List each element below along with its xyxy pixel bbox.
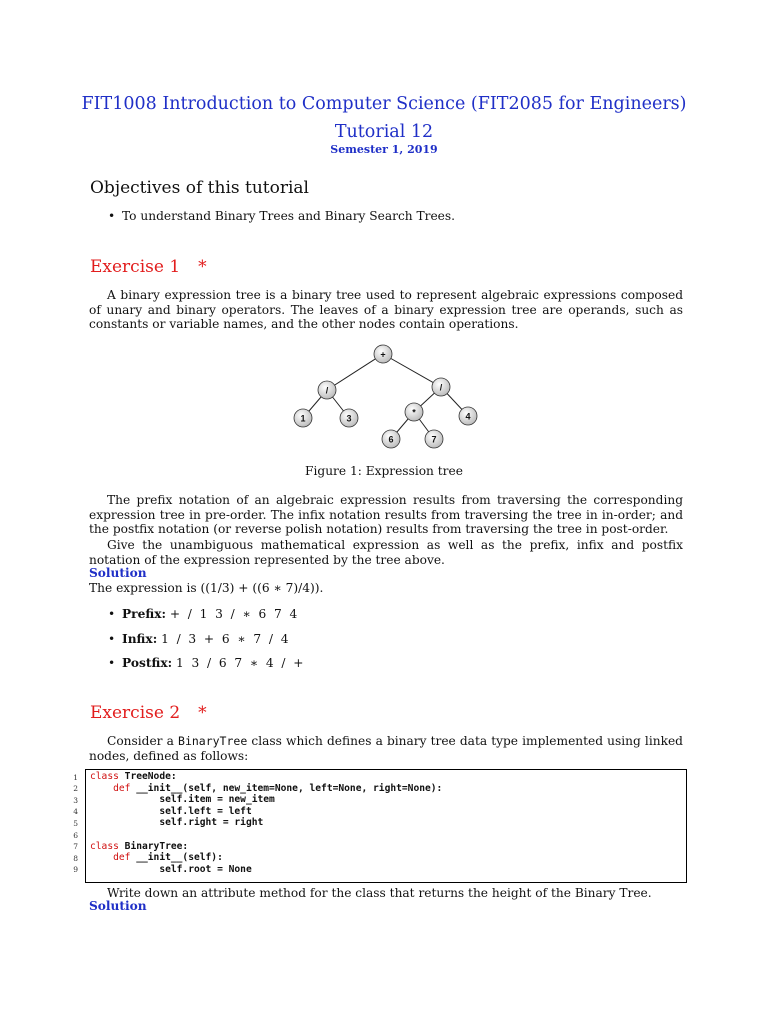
code-line bbox=[90, 841, 188, 852]
code-line bbox=[90, 771, 177, 782]
code-line-number: 5 bbox=[73, 818, 78, 828]
intro-text-post: class which defines a binary tree data type implemented using linked nodes, defined as follows: bbox=[89, 734, 683, 763]
code-indent bbox=[90, 783, 113, 794]
code-line bbox=[90, 806, 252, 817]
code-line bbox=[90, 864, 252, 875]
code-text: self.left = left bbox=[159, 805, 252, 817]
inline-code: BinaryTree bbox=[178, 734, 248, 748]
code-text: BinaryTree: bbox=[118, 840, 189, 852]
exercise-2-star: * bbox=[198, 703, 207, 723]
objective-text: To understand Binary Trees and Binary Search Trees. bbox=[122, 209, 455, 223]
notation-item-prefix bbox=[108, 607, 297, 621]
objective-item bbox=[108, 209, 455, 223]
exercise-1-intro: A binary expression tree is a binary tree used to represent algebraic expressions composed of unary and binary operators. The leaves of a binary expression tree are operands, such as constants or variable names, and the other nodes contain operations. bbox=[89, 288, 683, 332]
code-line-number: 2 bbox=[73, 784, 78, 794]
expression-tree-figure bbox=[288, 340, 488, 452]
bullet-icon: • bbox=[108, 656, 116, 670]
exercise-2-title: Exercise 2 bbox=[90, 703, 181, 723]
notation-value: 1 3 / 6 7 ∗ 4 / + bbox=[175, 656, 304, 670]
tree-node-label: + bbox=[380, 349, 386, 360]
notation-value: 1 / 3 + 6 ∗ 7 / 4 bbox=[161, 632, 289, 646]
document-title: FIT1008 Introduction to Computer Science (FIT2085 for Engineers) bbox=[81, 94, 687, 114]
code-line-number: 7 bbox=[73, 842, 78, 852]
bullet-icon: • bbox=[108, 209, 116, 223]
tree-node-label: 3 bbox=[346, 413, 352, 424]
exercise-1-heading bbox=[90, 257, 207, 277]
notation-item-postfix bbox=[108, 656, 303, 670]
exercise-1-paragraph-1: The prefix notation of an algebraic expression results from traversing the corresponding expression tree in pre-order. The infix notation results from traversing the tree in in-order; and the postfix notation (or reverse polish notation) results from traversing the tree in post-order. bbox=[89, 493, 683, 537]
expression-text: The expression is ((1/3) + ((6 ∗ 7)/4)). bbox=[89, 581, 324, 595]
code-keyword: def bbox=[113, 852, 131, 864]
exercise-2-heading bbox=[90, 703, 207, 723]
code-text: self.right = right bbox=[159, 817, 264, 829]
code-text: self.root = None bbox=[159, 863, 252, 875]
notation-item-infix bbox=[108, 632, 289, 646]
exercise-1-paragraph-2: Give the unambiguous mathematical expression as well as the prefix, infix and postfix notation of the expression represented by the tree above. bbox=[89, 538, 683, 567]
code-line-number: 9 bbox=[73, 865, 78, 875]
code-line bbox=[90, 817, 263, 828]
bullet-icon: • bbox=[108, 632, 116, 646]
tree-node-label: 6 bbox=[388, 434, 394, 445]
tree-node-label: * bbox=[412, 407, 416, 418]
tree-node-label: 1 bbox=[300, 413, 306, 424]
notation-label: Postfix: bbox=[122, 656, 173, 670]
code-line-number: 6 bbox=[73, 830, 78, 840]
code-indent bbox=[90, 852, 113, 863]
tutorial-number: Tutorial 12 bbox=[334, 122, 434, 142]
code-line-number: 1 bbox=[73, 772, 78, 782]
exercise-1-star: * bbox=[198, 257, 207, 277]
exercise-2-question: Write down an attribute method for the class that returns the height of the Binary Tree. bbox=[107, 886, 652, 900]
code-indent bbox=[90, 794, 159, 805]
code-line-number: 3 bbox=[73, 795, 78, 805]
tree-node-label: / bbox=[325, 385, 329, 396]
exercise-1-solution-label: Solution bbox=[89, 566, 147, 580]
code-line bbox=[90, 794, 275, 805]
bullet-icon: • bbox=[108, 607, 116, 621]
exercise-1-title: Exercise 1 bbox=[90, 257, 181, 277]
tree-node-label: 4 bbox=[465, 411, 471, 422]
notation-label: Prefix: bbox=[122, 607, 166, 621]
code-keyword: def bbox=[113, 782, 131, 794]
notation-label: Infix: bbox=[122, 632, 158, 646]
code-indent bbox=[90, 864, 159, 875]
tree-node-label: / bbox=[439, 382, 443, 393]
code-indent bbox=[90, 806, 159, 817]
semester-label: Semester 1, 2019 bbox=[330, 143, 438, 156]
exercise-2-intro bbox=[89, 734, 683, 763]
objectives-heading: Objectives of this tutorial bbox=[90, 178, 309, 198]
notation-value: + / 1 3 / ∗ 6 7 4 bbox=[169, 607, 298, 621]
code-line bbox=[90, 783, 442, 794]
code-keyword: class bbox=[90, 771, 119, 782]
code-line-number: 4 bbox=[73, 807, 78, 817]
code-keyword: class bbox=[90, 840, 119, 852]
tree-node-label: 7 bbox=[431, 434, 437, 445]
code-text: __init__(self): bbox=[130, 852, 223, 864]
code-indent bbox=[90, 817, 159, 828]
code-line-number: 8 bbox=[73, 853, 78, 863]
code-text: TreeNode: bbox=[118, 771, 177, 782]
code-line bbox=[90, 852, 223, 863]
intro-text-pre: Consider a bbox=[107, 734, 179, 748]
code-text: __init__(self, new_item=None, left=None, right=None): bbox=[130, 782, 443, 794]
figure-caption: Figure 1: Expression tree bbox=[305, 464, 463, 478]
exercise-2-solution-label: Solution bbox=[89, 899, 147, 913]
code-text: self.item = new_item bbox=[159, 794, 275, 806]
